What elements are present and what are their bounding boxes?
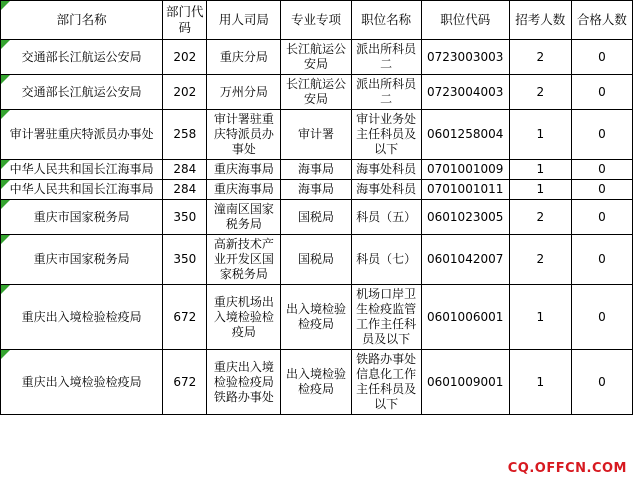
cell-dept-code: 284	[163, 160, 207, 180]
column-header-department-label: 部门名称	[56, 12, 107, 28]
cell-qualified-count: 0	[571, 75, 632, 110]
cell-position: 科员（七）	[351, 235, 421, 285]
cell-recruit-count: 1	[509, 180, 571, 200]
cell-position-code: 0723004003	[421, 75, 509, 110]
cell-bureau: 万州分局	[207, 75, 281, 110]
flag-icon	[1, 160, 10, 169]
cell-department	[1, 160, 163, 180]
watermark-brand: OFFCN	[534, 461, 587, 476]
cell-major: 出入境检验检疫局	[281, 285, 351, 350]
cell-department	[1, 180, 163, 200]
table-row	[1, 285, 633, 350]
cell-dept-code: 284	[163, 180, 207, 200]
flag-icon	[1, 350, 10, 359]
cell-dept-code: 202	[163, 40, 207, 75]
column-header-major: 专业专项	[281, 1, 351, 40]
cell-department	[1, 75, 163, 110]
cell-qualified-count: 0	[571, 40, 632, 75]
cell-qualified-count: 0	[571, 200, 632, 235]
cell-position: 机场口岸卫生检疫监管工作主任科员及以下	[351, 285, 421, 350]
cell-position: 派出所科员二	[351, 40, 421, 75]
cell-department	[1, 110, 163, 160]
flag-icon	[1, 110, 10, 119]
column-header-department	[1, 1, 163, 40]
cell-position: 审计业务处主任科员及以下	[351, 110, 421, 160]
cell-department-label: 审计署驻重庆特派员办事处	[9, 127, 154, 141]
cell-department	[1, 285, 163, 350]
cell-position-code: 0701001009	[421, 160, 509, 180]
cell-department-label: 交通部长江航运公安局	[21, 84, 142, 99]
table-row	[1, 235, 633, 285]
table-row	[1, 75, 633, 110]
cell-position: 派出所科员二	[351, 75, 421, 110]
cell-major: 海事局	[281, 180, 351, 200]
cell-dept-code: 258	[163, 110, 207, 160]
cell-position-code: 0601258004	[421, 110, 509, 160]
cell-recruit-count: 2	[509, 40, 571, 75]
cell-recruit-count: 1	[509, 350, 571, 415]
table-row	[1, 200, 633, 235]
cell-position-code: 0701001011	[421, 180, 509, 200]
cell-qualified-count: 0	[571, 350, 632, 415]
table-row	[1, 160, 633, 180]
cell-position-code: 0601042007	[421, 235, 509, 285]
cell-qualified-count: 0	[571, 160, 632, 180]
cell-dept-code: 672	[163, 285, 207, 350]
cell-position-code: 0601023005	[421, 200, 509, 235]
cell-dept-code: 202	[163, 75, 207, 110]
table-row	[1, 350, 633, 415]
cell-bureau: 潼南区国家税务局	[207, 200, 281, 235]
cell-bureau: 重庆分局	[207, 40, 281, 75]
cell-qualified-count: 0	[571, 235, 632, 285]
column-header-recruit-count: 招考人数	[509, 1, 571, 40]
cell-department-label: 重庆出入境检验检疫局	[21, 309, 142, 324]
cell-major: 长江航运公安局	[281, 75, 351, 110]
cell-position: 铁路办事处信息化工作主任科员及以下	[351, 350, 421, 415]
flag-icon	[1, 40, 10, 49]
cell-recruit-count: 2	[509, 200, 571, 235]
watermark-suffix: .COM	[586, 461, 627, 476]
table-row	[1, 110, 633, 160]
watermark	[506, 461, 629, 476]
flag-icon	[1, 235, 10, 244]
cell-department-label: 重庆出入境检验检疫局	[21, 374, 142, 389]
cell-department-label: 交通部长江航运公安局	[21, 49, 142, 64]
cell-position-code: 0601006001	[421, 285, 509, 350]
cell-bureau: 重庆出入境检验检疫局铁路办事处	[207, 350, 281, 415]
cell-bureau: 重庆海事局	[207, 180, 281, 200]
column-header-qualified-count: 合格人数	[571, 1, 632, 40]
cell-position: 海事处科员	[351, 160, 421, 180]
cell-department	[1, 200, 163, 235]
cell-recruit-count: 1	[509, 110, 571, 160]
column-header-position: 职位名称	[351, 1, 421, 40]
cell-recruit-count: 1	[509, 160, 571, 180]
cell-qualified-count: 0	[571, 110, 632, 160]
cell-recruit-count: 2	[509, 235, 571, 285]
flag-icon	[1, 285, 10, 294]
cell-department	[1, 235, 163, 285]
cell-bureau: 审计署驻重庆特派员办事处	[207, 110, 281, 160]
cell-dept-code: 350	[163, 200, 207, 235]
cell-qualified-count: 0	[571, 285, 632, 350]
cell-dept-code: 350	[163, 235, 207, 285]
cell-major: 出入境检验检疫局	[281, 350, 351, 415]
cell-department-label: 重庆市国家税务局	[33, 209, 130, 224]
cell-position-code: 0601009001	[421, 350, 509, 415]
cell-recruit-count: 2	[509, 75, 571, 110]
cell-position: 科员（五）	[351, 200, 421, 235]
cell-department-label: 中华人民共和国长江海事局	[9, 182, 154, 196]
cell-recruit-count: 1	[509, 285, 571, 350]
cell-major: 国税局	[281, 200, 351, 235]
cell-major: 海事局	[281, 160, 351, 180]
flag-icon	[1, 1, 10, 10]
cell-bureau: 高新技术产业开发区国家税务局	[207, 235, 281, 285]
cell-department	[1, 40, 163, 75]
cell-position-code: 0723003003	[421, 40, 509, 75]
cell-bureau: 重庆海事局	[207, 160, 281, 180]
flag-icon	[1, 180, 10, 189]
column-header-position-code: 职位代码	[421, 1, 509, 40]
table-header-row	[1, 1, 633, 40]
cell-department-label: 重庆市国家税务局	[33, 252, 130, 266]
column-header-bureau: 用人司局	[207, 1, 281, 40]
flag-icon	[1, 75, 10, 84]
cell-bureau: 重庆机场出入境检验检疫局	[207, 285, 281, 350]
cell-major: 国税局	[281, 235, 351, 285]
cell-qualified-count: 0	[571, 180, 632, 200]
cell-department	[1, 350, 163, 415]
column-header-dept-code: 部门代码	[163, 1, 207, 40]
cell-department-label: 中华人民共和国长江海事局	[9, 162, 154, 176]
flag-icon	[1, 200, 10, 209]
table-row	[1, 180, 633, 200]
cell-position: 海事处科员	[351, 180, 421, 200]
watermark-prefix: CQ.	[507, 461, 535, 476]
table-row	[1, 40, 633, 75]
cell-major: 长江航运公安局	[281, 40, 351, 75]
cell-dept-code: 672	[163, 350, 207, 415]
cell-major: 审计署	[281, 110, 351, 160]
